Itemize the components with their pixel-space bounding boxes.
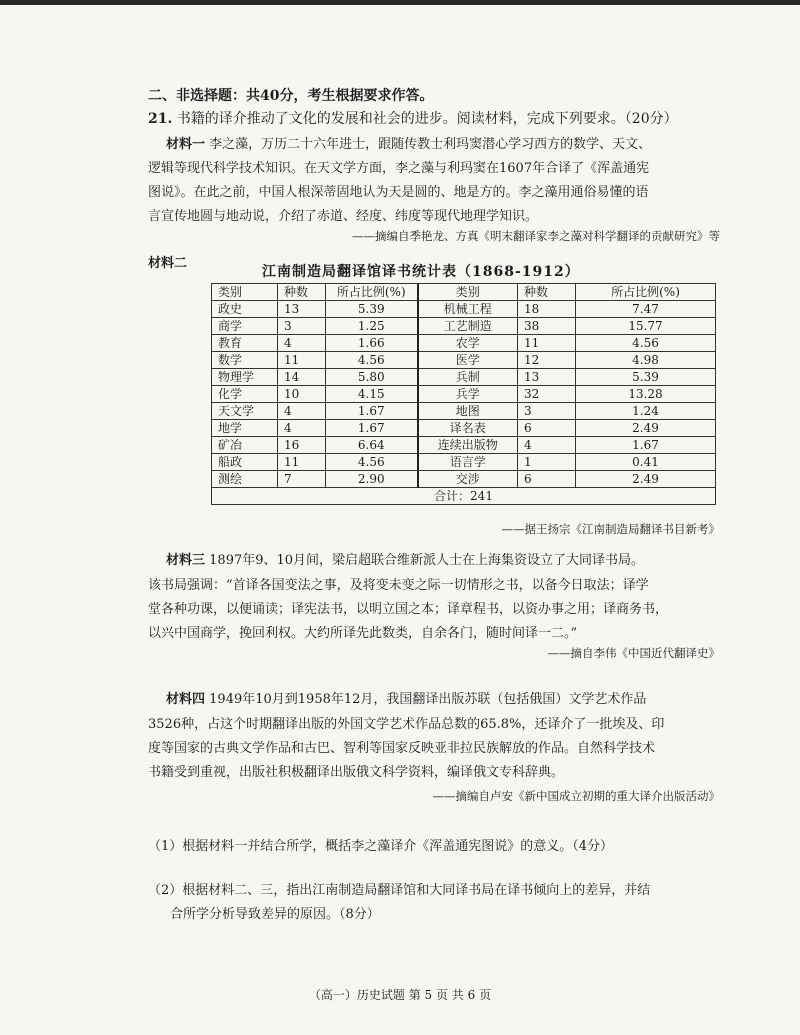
table-cell: 2.49 bbox=[576, 471, 716, 488]
table-cell: 5.80 bbox=[326, 369, 418, 386]
table-cell: 测绘 bbox=[212, 471, 278, 488]
material4-source: ——摘编自卢安《新中国成立初期的重大译介出版活动》 bbox=[432, 789, 720, 803]
table-cell: 32 bbox=[518, 386, 576, 403]
table-cell: 化学 bbox=[212, 386, 278, 403]
material3-line-4: 以兴中国商学，挽回利权。大约所译先此数类，自余各门，随时间译一二。” bbox=[148, 626, 578, 641]
table-row bbox=[212, 318, 716, 335]
material1-text: 李之藻，万历二十六年进士，跟随传教士利玛窦潜心学习西方的数学、天文、 bbox=[209, 137, 652, 152]
table-cell: 教育 bbox=[212, 335, 278, 352]
table-cell: 16 bbox=[278, 437, 326, 454]
table-cell: 14 bbox=[278, 369, 326, 386]
table-cell: 5.39 bbox=[576, 369, 716, 386]
table-cell: 6.64 bbox=[326, 437, 418, 454]
section-heading: 二、非选择题：共40分，考生根据要求作答。 bbox=[148, 88, 434, 104]
table-cell: 4.56 bbox=[326, 454, 418, 471]
table-total-row bbox=[212, 488, 716, 505]
material2-label: 材料二 bbox=[148, 256, 188, 271]
table-cell: 1.67 bbox=[326, 403, 418, 420]
material3-label: 材料三 bbox=[166, 553, 206, 568]
table-cell: 交涉 bbox=[418, 471, 518, 488]
table-cell: 机械工程 bbox=[418, 301, 518, 318]
table-cell: 13 bbox=[518, 369, 576, 386]
table-cell: 连续出版物 bbox=[418, 437, 518, 454]
material3-text: 1897年9、10月间，梁启超联合维新派人士在上海集资设立了大同译书局。 bbox=[209, 553, 645, 568]
table-row bbox=[212, 386, 716, 403]
table-total: 合计：241 bbox=[212, 488, 716, 505]
material3-line-2: 该书局强调：“首译各国变法之事，及将变未变之际一切情形之书，以备今日取法；译学 bbox=[148, 578, 649, 593]
table-body bbox=[212, 301, 716, 488]
table-cell: 4 bbox=[278, 403, 326, 420]
table-cell: 译名表 bbox=[418, 420, 518, 437]
table-cell: 4 bbox=[518, 437, 576, 454]
table-cell: 语言学 bbox=[418, 454, 518, 471]
scan-top-border bbox=[0, 0, 800, 5]
table-cell: 1 bbox=[518, 454, 576, 471]
table-cell: 7.47 bbox=[576, 301, 716, 318]
table-header-row bbox=[212, 284, 716, 301]
table-cell: 4.56 bbox=[576, 335, 716, 352]
table-row bbox=[212, 454, 716, 471]
table-cell: 3 bbox=[518, 403, 576, 420]
material1-label: 材料一 bbox=[166, 137, 206, 152]
table-cell: 12 bbox=[518, 352, 576, 369]
material4-text: 1949年10月到1958年12月，我国翻译出版苏联（包括俄国）文学艺术作品 bbox=[209, 692, 647, 707]
table-cell: 矿冶 bbox=[212, 437, 278, 454]
table-cell: 7 bbox=[278, 471, 326, 488]
material2-source: ——据王扬宗《江南制造局翻译书目新考》 bbox=[501, 522, 720, 536]
table-row bbox=[212, 471, 716, 488]
material4-line-3: 度等国家的古典文学作品和古巴、智利等国家反映亚非拉民族解放的作品。自然科学技术 bbox=[148, 741, 656, 756]
question-21 bbox=[148, 108, 678, 128]
question-number: 21. bbox=[148, 111, 173, 127]
table-cell: 18 bbox=[518, 301, 576, 318]
material4-line-2: 3526种，占这个时期翻译出版的外国文学艺术作品总数的65.8%，还译介了一批埃及、印 bbox=[148, 717, 665, 732]
table-cell: 15.77 bbox=[576, 318, 716, 335]
table-cell: 4.56 bbox=[326, 352, 418, 369]
material3-line-1 bbox=[166, 549, 644, 568]
material1-source: ——摘编自季艳龙、方真《明末翻译家李之藻对科学翻译的贡献研究》等 bbox=[352, 229, 720, 243]
table-cell: 4.98 bbox=[576, 352, 716, 369]
header-cell: 类别 bbox=[212, 284, 278, 301]
table-cell: 兵制 bbox=[418, 369, 518, 386]
table-row bbox=[212, 403, 716, 420]
material3-source: ——摘自李伟《中国近代翻译史》 bbox=[547, 646, 720, 660]
table-title: 江南制造局翻译馆译书统计表（1868-1912） bbox=[262, 264, 580, 280]
table-cell: 13 bbox=[278, 301, 326, 318]
table-cell: 兵学 bbox=[418, 386, 518, 403]
table-cell: 4 bbox=[278, 420, 326, 437]
material1-line-1 bbox=[166, 133, 651, 152]
material4-line-1 bbox=[166, 688, 646, 707]
sub-question-2-line-2: 合所学分析导致差异的原因。（8分） bbox=[170, 907, 380, 922]
header-cell: 种数 bbox=[278, 284, 326, 301]
table-cell: 医学 bbox=[418, 352, 518, 369]
table-cell: 0.41 bbox=[576, 454, 716, 471]
table-cell: 3 bbox=[278, 318, 326, 335]
table-cell: 1.24 bbox=[576, 403, 716, 420]
material1-line-2: 逻辑等现代科学技术知识。在天文学方面，李之藻与利玛窦在1607年合译了《浑盖通宪 bbox=[148, 161, 650, 176]
header-cell: 种数 bbox=[518, 284, 576, 301]
table-row bbox=[212, 352, 716, 369]
translation-stats-table bbox=[211, 283, 716, 505]
material4-label: 材料四 bbox=[166, 692, 206, 707]
table-row bbox=[212, 437, 716, 454]
material1-line-3: 图说》。在此之前，中国人根深蒂固地认为天是圆的、地是方的。李之藻用通俗易懂的语 bbox=[148, 185, 649, 200]
table-cell: 船政 bbox=[212, 454, 278, 471]
table-cell: 13.28 bbox=[576, 386, 716, 403]
table-cell: 数学 bbox=[212, 352, 278, 369]
table-cell: 农学 bbox=[418, 335, 518, 352]
table-cell: 10 bbox=[278, 386, 326, 403]
table-cell: 1.66 bbox=[326, 335, 418, 352]
header-cell: 类别 bbox=[418, 284, 518, 301]
material3-line-3: 堂各种功课，以便诵读；译宪法书，以明立国之本；译章程书，以资办事之用；译商务书， bbox=[148, 602, 669, 617]
table-cell: 11 bbox=[278, 352, 326, 369]
table-cell: 地学 bbox=[212, 420, 278, 437]
table-cell: 4.15 bbox=[326, 386, 418, 403]
table-row bbox=[212, 335, 716, 352]
table-cell: 2.49 bbox=[576, 420, 716, 437]
sub-question-2-line-1: （2）根据材料二、三，指出江南制造局翻译馆和大同译书局在译书倾向上的差异，并结 bbox=[148, 883, 651, 898]
table-cell: 2.90 bbox=[326, 471, 418, 488]
table-cell: 5.39 bbox=[326, 301, 418, 318]
table-cell: 天文学 bbox=[212, 403, 278, 420]
table-cell: 6 bbox=[518, 471, 576, 488]
table-cell: 11 bbox=[518, 335, 576, 352]
table-cell: 物理学 bbox=[212, 369, 278, 386]
table-cell: 1.67 bbox=[326, 420, 418, 437]
table-cell: 政史 bbox=[212, 301, 278, 318]
table-cell: 工艺制造 bbox=[418, 318, 518, 335]
table-cell: 4 bbox=[278, 335, 326, 352]
question-prompt: 书籍的译介推动了文化的发展和社会的进步。阅读材料，完成下列要求。（20分） bbox=[176, 111, 678, 127]
table-cell: 地图 bbox=[418, 403, 518, 420]
material1-line-4: 言宣传地圆与地动说，介绍了赤道、经度、纬度等现代地理学知识。 bbox=[148, 209, 539, 224]
page-footer: （高一）历史试题 第 5 页 共 6 页 bbox=[308, 988, 492, 1002]
table-cell: 1.67 bbox=[576, 437, 716, 454]
table-row bbox=[212, 369, 716, 386]
material4-line-4: 书籍受到重视，出版社积极翻译出版俄文科学资料，编译俄文专科辞典。 bbox=[148, 765, 565, 780]
table-cell: 6 bbox=[518, 420, 576, 437]
table-cell: 11 bbox=[278, 454, 326, 471]
table-row bbox=[212, 301, 716, 318]
table-row bbox=[212, 420, 716, 437]
table-cell: 1.25 bbox=[326, 318, 418, 335]
header-cell: 所占比例(%) bbox=[576, 284, 716, 301]
header-cell: 所占比例(%) bbox=[326, 284, 418, 301]
table-cell: 38 bbox=[518, 318, 576, 335]
sub-question-1: （1）根据材料一并结合所学，概括李之藻译介《浑盖通宪图说》的意义。（4分） bbox=[148, 839, 614, 854]
table-cell: 商学 bbox=[212, 318, 278, 335]
